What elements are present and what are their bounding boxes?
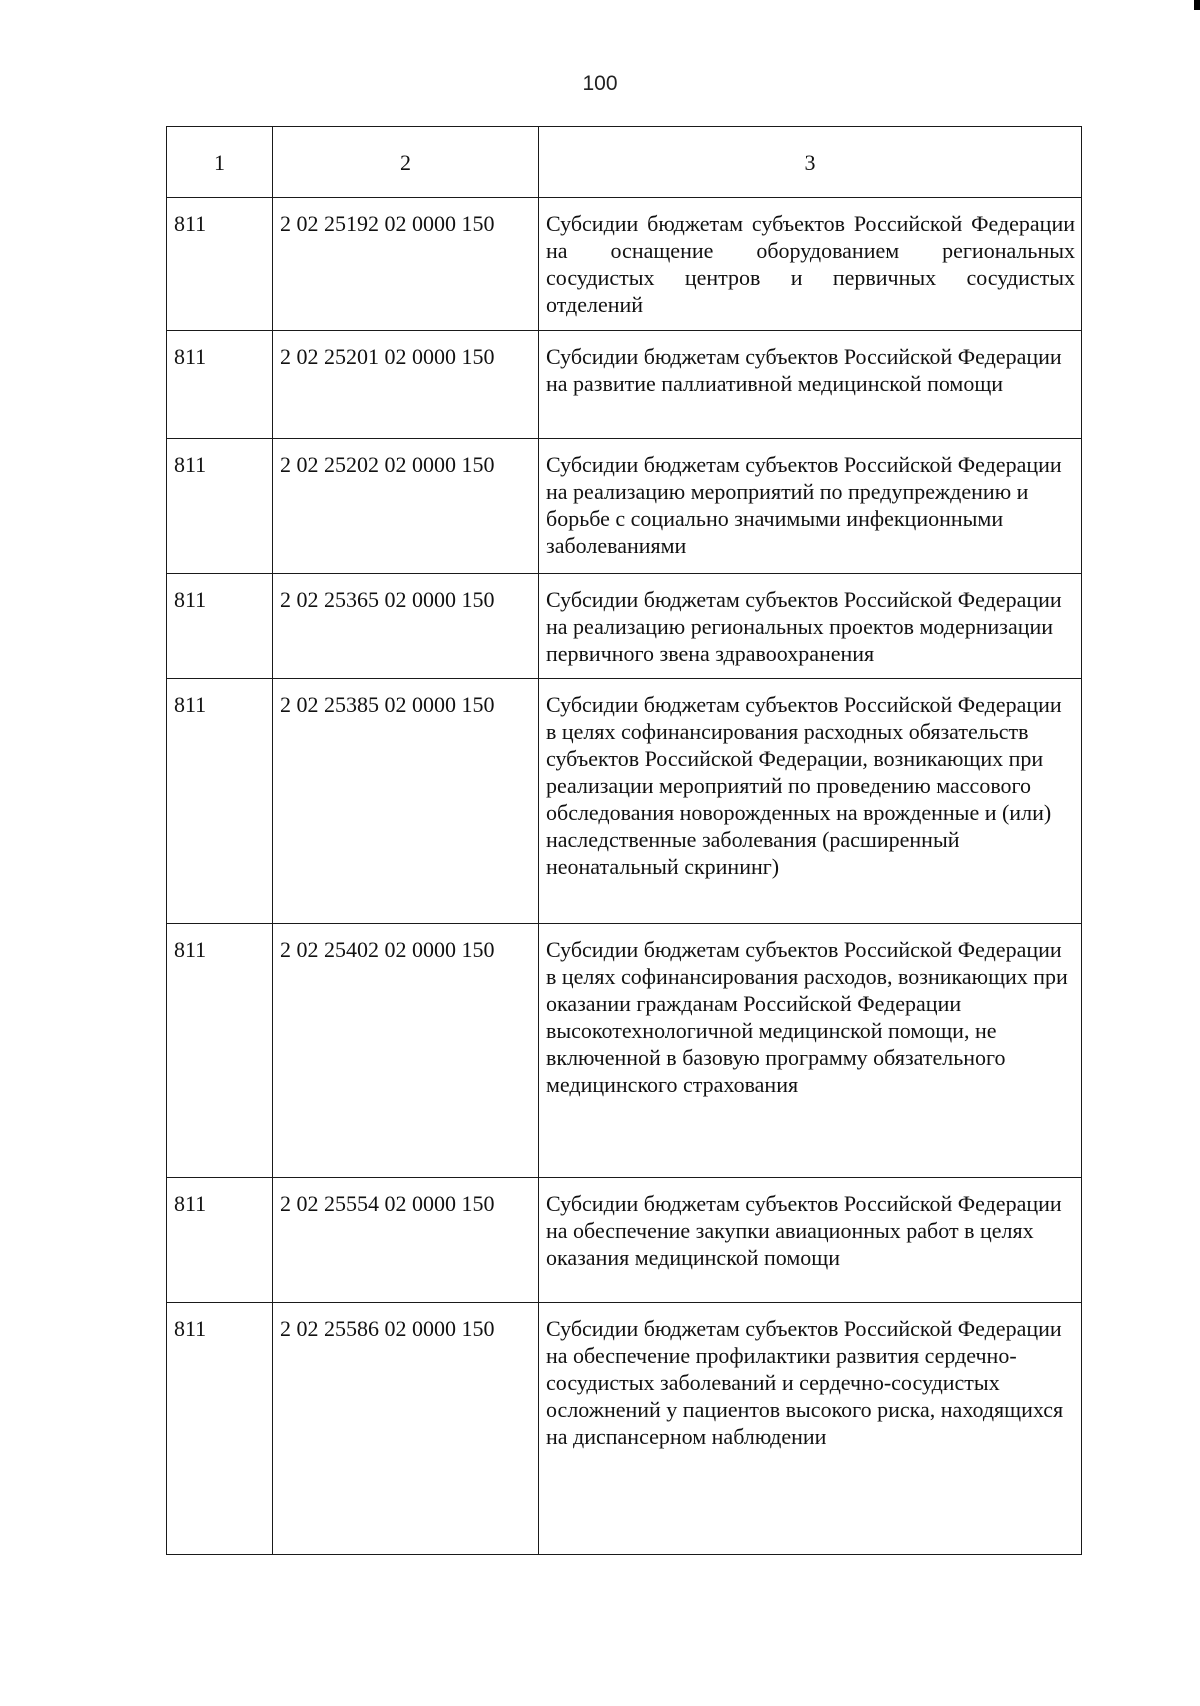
table-row <box>167 331 1082 439</box>
budget-codes-table <box>166 126 1082 1555</box>
code-cell: 2 02 25365 02 0000 150 <box>273 574 539 679</box>
table-row <box>167 574 1082 679</box>
column-header-chapter: 1 <box>167 127 273 198</box>
chapter-cell: 811 <box>167 1303 273 1555</box>
chapter-cell: 811 <box>167 679 273 924</box>
code-cell: 2 02 25385 02 0000 150 <box>273 679 539 924</box>
chapter-cell: 811 <box>167 574 273 679</box>
code-cell: 2 02 25201 02 0000 150 <box>273 331 539 439</box>
chapter-cell: 811 <box>167 198 273 331</box>
chapter-cell: 811 <box>167 331 273 439</box>
code-cell: 2 02 25402 02 0000 150 <box>273 924 539 1178</box>
code-cell: 2 02 25192 02 0000 150 <box>273 198 539 331</box>
code-cell: 2 02 25202 02 0000 150 <box>273 439 539 574</box>
table-row <box>167 198 1082 331</box>
page-number: 100 <box>582 72 618 95</box>
chapter-cell: 811 <box>167 1178 273 1303</box>
code-cell: 2 02 25554 02 0000 150 <box>273 1178 539 1303</box>
description-cell: Субсидии бюджетам субъектов Российской Федерации на реализацию региональных проектов модернизации первичного звена здравоохранения <box>539 574 1082 679</box>
table-row <box>167 1303 1082 1555</box>
table-header-row <box>167 127 1082 198</box>
column-header-code: 2 <box>273 127 539 198</box>
description-cell: Субсидии бюджетам субъектов Российской Федерации на оснащение оборудованием региональных сосудистых центров и первичных сосудистых отделений <box>539 198 1082 331</box>
table-row <box>167 439 1082 574</box>
chapter-cell: 811 <box>167 924 273 1178</box>
chapter-cell: 811 <box>167 439 273 574</box>
scan-artifact <box>1194 0 1200 10</box>
description-cell: Субсидии бюджетам субъектов Российской Федерации на реализацию мероприятий по предупреждению и борьбе с социально значимыми инфекционными заболеваниями <box>539 439 1082 574</box>
description-cell: Субсидии бюджетам субъектов Российской Федерации на развитие паллиативной медицинской помощи <box>539 331 1082 439</box>
table-row <box>167 924 1082 1178</box>
description-cell: Субсидии бюджетам субъектов Российской Федерации в целях софинансирования расходных обязательств субъектов Российской Федерации, возникающих при реализации мероприятий по проведению массового обследования новорожденных на врожденные и (или) наследственные заболевания (расширенный неонатальный скрининг) <box>539 679 1082 924</box>
description-cell: Субсидии бюджетам субъектов Российской Федерации в целях софинансирования расходов, возникающих при оказании гражданам Российской Федерации высокотехнологичной медицинской помощи, не включенной в базовую программу обязательного медицинского страхования <box>539 924 1082 1178</box>
table-row <box>167 1178 1082 1303</box>
code-cell: 2 02 25586 02 0000 150 <box>273 1303 539 1555</box>
table-row <box>167 679 1082 924</box>
column-header-description: 3 <box>539 127 1082 198</box>
description-cell: Субсидии бюджетам субъектов Российской Федерации на обеспечение закупки авиационных работ в целях оказания медицинской помощи <box>539 1178 1082 1303</box>
description-cell: Субсидии бюджетам субъектов Российской Федерации на обеспечение профилактики развития сердечно-сосудистых заболеваний и сердечно-сосудистых осложнений у пациентов высокого риска, находящихся на диспансерном наблюдении <box>539 1303 1082 1555</box>
